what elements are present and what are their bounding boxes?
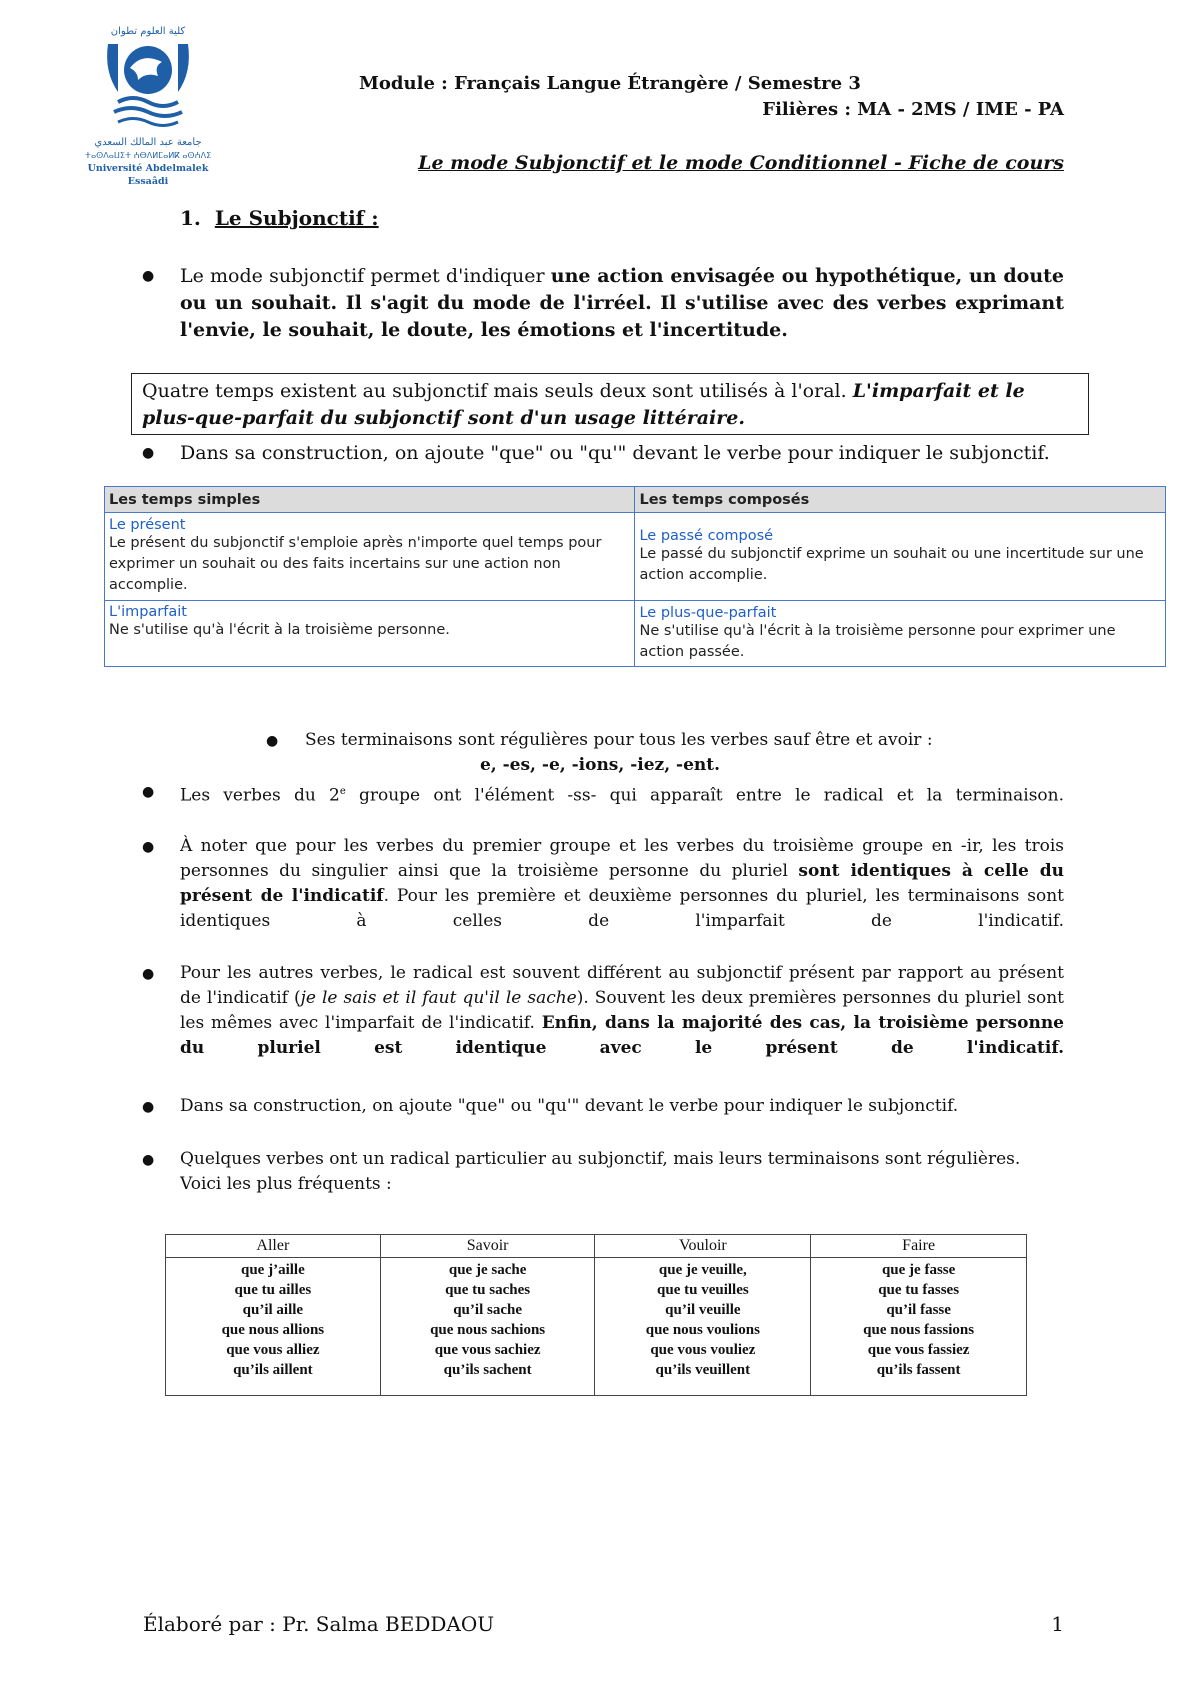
conj-line: que tu saches — [445, 1282, 531, 1298]
dove-emblem-icon — [78, 22, 218, 132]
table-cell — [635, 601, 1166, 667]
p1-lead: Le mode subjonctif permet d'indiquer — [180, 265, 551, 287]
table-cell — [635, 513, 1166, 601]
conj-line: que vous alliez — [226, 1342, 320, 1358]
conjugation-faire — [811, 1258, 1027, 1396]
conjugation-savoir — [380, 1258, 595, 1396]
table-row — [105, 601, 1166, 667]
conj-line: que vous sachiez — [434, 1342, 541, 1358]
logo-latin-name: Université Abdelmalek Essaâdi — [87, 163, 209, 187]
section-heading — [180, 206, 379, 230]
section-title: Le Subjonctif : — [214, 206, 379, 230]
conjugation-vouloir — [595, 1258, 811, 1396]
conj-line: qu’ils aillent — [233, 1362, 313, 1378]
conj-line: que vous vouliez — [650, 1342, 756, 1358]
verb-header-faire: Faire — [811, 1235, 1027, 1258]
bullet: ● — [266, 733, 279, 749]
paragraph-radical-particulier — [180, 1147, 1080, 1197]
verb-header-aller: Aller — [166, 1235, 381, 1258]
conj-line: que nous voulions — [645, 1322, 760, 1338]
conj-line: qu’il sache — [453, 1302, 522, 1318]
p8-line1: Quelques verbes ont un radical particulier au subjonctif, mais leurs terminaisons sont régulières. — [180, 1149, 1021, 1169]
bullet: ● — [142, 1099, 155, 1115]
logo-arabic-faculty: كلية العلوم تطوان — [110, 26, 186, 37]
page-number: 1 — [1051, 1612, 1064, 1636]
verb-header-savoir: Savoir — [380, 1235, 595, 1258]
paragraph-construction: Dans sa construction, on ajoute "que" ou "qu'" devant le verbe pour indiquer le subjonctif. — [180, 442, 1050, 464]
note-plain: Quatre temps existent au subjonctif mais seuls deux sont utilisés à l'oral. — [142, 380, 853, 402]
table-cell — [105, 513, 635, 601]
conj-line: que j’aille — [240, 1262, 305, 1278]
paragraph-construction-2: Dans sa construction, on ajoute "que" ou "qu'" devant le verbe pour indiquer le subjonctif. — [180, 1096, 959, 1116]
p4-before: Les verbes du 2 — [180, 785, 340, 806]
verb-header-vouloir: Vouloir — [595, 1235, 811, 1258]
filieres-line: Filières : MA - 2MS / IME - PA — [762, 99, 1064, 120]
cell-title: L'imparfait — [109, 604, 187, 620]
footer-author: Élaboré par : Pr. Salma BEDDAOU — [143, 1612, 495, 1636]
cell-text: Ne s'utilise qu'à l'écrit à la troisième personne pour exprimer une action passée. — [639, 622, 1116, 660]
conj-line: que nous allions — [221, 1322, 325, 1338]
cell-title: Le présent — [109, 517, 186, 533]
conj-line: que nous sachions — [430, 1322, 546, 1338]
note-box — [131, 373, 1089, 435]
p6-italic: je le sais et il faut qu'il le sache — [300, 988, 577, 1008]
irregular-verbs-table — [165, 1234, 1027, 1396]
p5-tail: . Pour les première et deuxième personnes du pluriel, les terminaisons sont identiques à celles de l'imparfait de l'indicatif. — [180, 886, 1064, 931]
cell-title: Le passé composé — [639, 527, 774, 544]
logo-arabic-university: جامعة عبد المالك السعدي — [94, 137, 202, 148]
cell-text: Ne s'utilise qu'à l'écrit à la troisième personne. — [109, 622, 450, 638]
p1-bold: une action envisagée ou hypothétique, un doute ou un souhait. Il s'agit du mode de l'irréel. Il s'utilise avec des verbes exprimant l'envie, le souhait, le doute, les émotions et l'incertitude. — [180, 265, 1064, 341]
p6-mid: ). Souvent les deux premières personnes du pluriel sont les mêmes avec l'imparfait de l'indicatif. — [180, 988, 1064, 1033]
paragraph-2e-groupe — [180, 779, 1064, 809]
conjugation-aller — [166, 1258, 381, 1396]
conj-line: qu’il veuille — [665, 1302, 741, 1318]
table-row — [166, 1258, 1027, 1396]
bullet: ● — [142, 839, 155, 855]
bullet: ● — [142, 1152, 155, 1168]
conj-line: que nous fassions — [863, 1322, 975, 1338]
document-title: Le mode Subjonctif et le mode Conditionnel - Fiche de cours — [418, 152, 1064, 174]
cell-text: Le passé du subjonctif exprime un souhait ou une incertitude sur une action accomplie. — [639, 545, 1144, 583]
table-row — [105, 513, 1166, 601]
p5-lead: À noter que pour les verbes du premier groupe et les verbes du troisième groupe en -ir, les trois personnes du singulier ainsi que la troisième personne du pluriel — [180, 836, 1064, 881]
col-header-simple: Les temps simples — [105, 487, 635, 513]
bullet: ● — [142, 966, 155, 982]
section-number: 1. — [180, 206, 201, 230]
p5-bold: sont identiques à celle du présent de l'indicatif — [180, 861, 1065, 906]
paragraph-autres-verbes — [180, 961, 1064, 1061]
p4-after: groupe ont l'élément -ss- qui apparaît entre le radical et la terminaison. — [345, 785, 1065, 806]
conj-line: qu’ils sachent — [443, 1362, 532, 1378]
tenses-table — [104, 486, 1166, 667]
note-bold-italic: L'imparfait et le plus-que-parfait du subjonctif sont d'un usage littéraire. — [142, 380, 1025, 429]
logo-tifinagh: ⵜⴰⵙⴷⴰⵡⵉⵜ ⵄⴱⴷⵍⵎⴰⵍⴽ ⴰⵙⵄⴷⵉ — [84, 151, 212, 160]
bullet: ● — [142, 445, 155, 461]
bullet: ● — [142, 784, 155, 800]
conj-line: que je fasse — [881, 1262, 956, 1278]
module-line: Module : Français Langue Étrangère / Semestre 3 — [359, 73, 861, 94]
conj-line: qu’ils veuillent — [655, 1362, 751, 1378]
p6-lead: Pour les autres verbes, le radical est souvent différent au subjonctif présent par rapport au présent de l'indicatif ( — [180, 963, 1064, 1008]
conj-line: qu’ils fassent — [876, 1362, 961, 1378]
conj-line: que vous fassiez — [867, 1342, 970, 1358]
cell-text: Le présent du subjonctif s'emploie après n'importe quel temps pour exprimer un souhait ou des faits incertains sur une action non accomplie. — [109, 535, 602, 593]
p6-bold: Enfin, dans la majorité des cas, la troisième personne du pluriel est identique avec le présent de l'indicatif. — [180, 1013, 1064, 1058]
cell-title: Le plus-que-parfait — [639, 604, 777, 621]
paragraph-terminaisons: Ses terminaisons sont régulières pour tous les verbes sauf être et avoir : — [305, 730, 933, 750]
conj-line: que je sache — [448, 1262, 527, 1278]
table-cell — [105, 601, 635, 667]
paragraph-a-noter — [180, 834, 1064, 934]
p8-line2: Voici les plus fréquents : — [180, 1174, 392, 1194]
conj-line: que tu fasses — [878, 1282, 960, 1298]
col-header-compose: Les temps composés — [635, 487, 1166, 513]
conj-line: que tu veuilles — [657, 1282, 749, 1298]
conj-line: que tu ailles — [234, 1282, 312, 1298]
university-logo — [78, 22, 218, 187]
conj-line: qu’il aille — [242, 1302, 304, 1318]
conj-line: que je veuille, — [658, 1262, 747, 1278]
paragraph-subjonctif-definition — [180, 263, 1064, 344]
endings-line: e, -es, -e, -ions, -iez, -ent. — [479, 755, 721, 775]
bullet: ● — [142, 268, 155, 284]
p4-sup: e — [339, 786, 346, 797]
conj-line: qu’il fasse — [886, 1302, 951, 1318]
